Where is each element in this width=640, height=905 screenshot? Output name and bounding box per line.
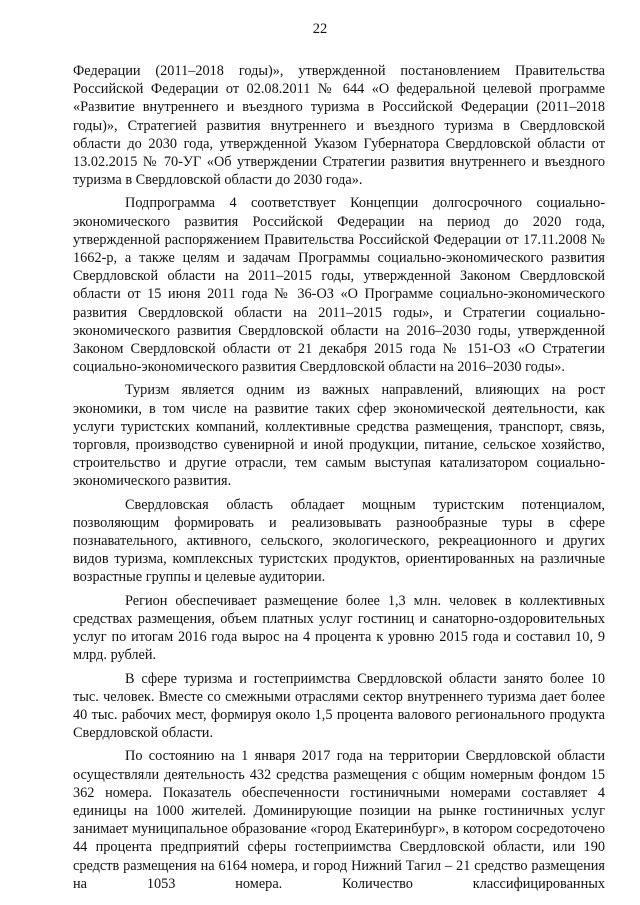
- page-number: 22: [312, 21, 328, 37]
- document-body: [73, 62, 605, 898]
- paragraph-hotel-stock: По состоянию на 1 января 2017 года на территории Свердловской области осуществляли деятельность 432 средства размещения с общим номерным фондом 15 362 номера. Показатель обеспеченности гостиничными номерами составляет 4 единицы на 1000 жителей. Доминирующие позиции на рынке гостиничных услуг занимает муниципальное образование «город Екатеринбург», в котором сосредоточено 44 процента предприятий сферы гостеприимства Свердловской области, или 190 средств размещения на 6164 номера, и город Нижний Тагил – 21 средство размещения на 1053 номера. Количество классифицированных: [73, 748, 605, 892]
- paragraph-employment: В сфере туризма и гостеприимства Свердловской области занято более 10 тыс. человек. Вместе со смежными отраслями сектор внутреннего туризма дает более 40 тыс. рабочих мест, формируя около 1,5 процента валового регионального продукта Свердловской области.: [73, 670, 605, 742]
- paragraph-subprogram-4: Подпрограмма 4 соответствует Концепции долгосрочного социально-экономического развития Российской Федерации на период до 2020 года, утвержденной распоряжением Правительства Российской Федерации от 17.11.2008 № 1662-р, а также целям и задачам Программы социально-экономического развития Свердловской области на 2011–2015 годы, утвержденной Законом Свердловской области от 15 июня 2011 года № 36-ОЗ «О Программе социально-экономического развития Свердловской области на 2011–2015 годы», и Стратегии социально-экономического развития Свердловской области на 2016–2030 годы, утвержденной Законом Свердловской области от 21 декабря 2015 года № 151-ОЗ «О Стратегии социально-экономического развития Свердловской области на 2016–2030 годы».: [73, 195, 605, 376]
- paragraph-accommodation-volume: Регион обеспечивает размещение более 1,3 млн. человек в коллективных средствах размещения, объем платных услуг гостиниц и санаторно-оздоровительных услуг по итогам 2016 года вырос на 4 процента к уровню 2015 года и составил 10, 9 млрд. рублей.: [73, 592, 605, 664]
- paragraph-tourism-economy: Туризм является одним из важных направлений, влияющих на рост экономики, в том числе на развитие таких сфер экономической деятельности, как услуги туристских компаний, коллективные средства размещения, транспорт, связь, торговля, производство сувенирной и иной продукции, питание, сельское хозяйство, строительство и другие отрасли, тем самым выступая катализатором социально-экономического развития.: [73, 382, 605, 490]
- paragraph-federal-program: Федерации (2011–2018 годы)», утвержденной постановлением Правительства Российской Федерации от 02.08.2011 № 644 «О федеральной целевой программе «Развитие внутреннего и въездного туризма в Российской Федерации (2011–2018 годы)», Стратегией развития внутреннего и въездного туризма в Свердловской области до 2030 года, утвержденной Указом Губернатора Свердловской области от 13.02.2015 № 70-УГ «Об утверждении Стратегии развития внутреннего и въездного туризма в Свердловской области до 2030 года».: [73, 63, 605, 189]
- paragraph-tourism-potential: Свердловская область обладает мощным туристским потенциалом, позволяющим формировать и реализовывать разнообразные туры в сфере познавательного, активного, сельского, экологического, рекреационного и других видов туризма, комплексных туристских продуктов, ориентированных на различные возрастные группы и целевые аудитории.: [73, 496, 605, 586]
